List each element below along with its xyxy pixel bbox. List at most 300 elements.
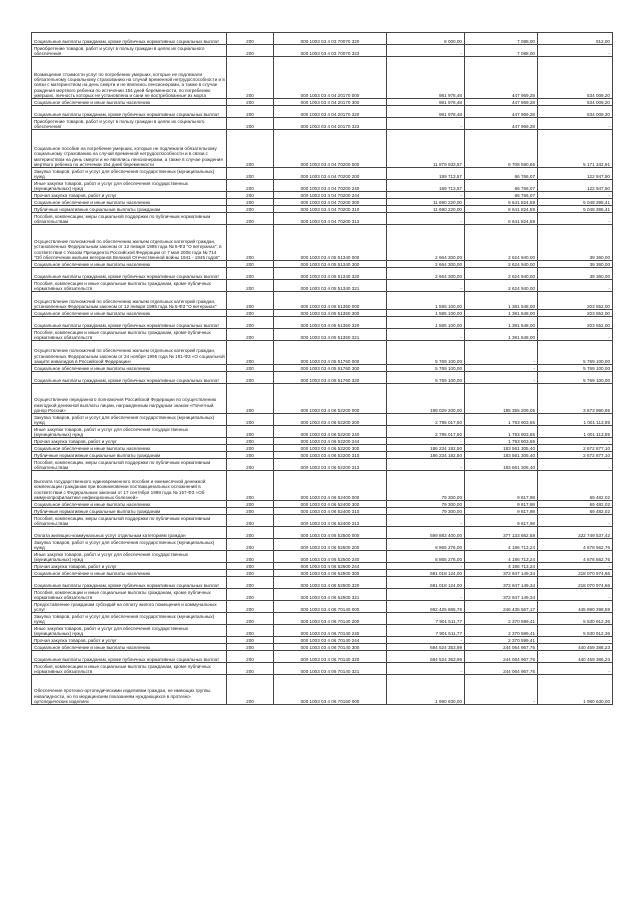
row-executed-amount-cell: 244 064 967,76 bbox=[465, 644, 538, 651]
row-code-cell: 200 bbox=[227, 471, 274, 501]
row-classification-code-cell: 000 1003 03 4 06 52400 313 bbox=[274, 515, 387, 527]
row-name-cell: Социальное обеспечение и иные выплаты населению bbox=[32, 644, 227, 651]
row-executed-amount-cell: 183 561 305,40 bbox=[465, 445, 538, 452]
row-classification-code-cell: 000 1003 03 4 04 70200 300 bbox=[274, 199, 387, 206]
row-approved-amount-cell: 11 879 933,57 bbox=[387, 130, 465, 168]
row-executed-amount-cell: 1 793 903,65 bbox=[465, 414, 538, 426]
row-approved-amount-cell: - bbox=[387, 663, 465, 675]
row-code-cell: 200 bbox=[227, 539, 274, 551]
row-unexecuted-amount-cell: 5 530 912,36 bbox=[538, 613, 613, 625]
row-classification-code-cell: 000 1003 03 4 06 70140 244 bbox=[274, 637, 387, 644]
row-executed-amount-cell: - bbox=[465, 675, 538, 705]
row-classification-code-cell: 000 1003 03 4 06 52400 310 bbox=[274, 508, 387, 515]
row-name-cell: Социальные выплаты гражданам, кроме публичных нормативных социальных выплат bbox=[32, 651, 227, 663]
row-classification-code-cell: 000 1003 03 4 04 20170 320 bbox=[274, 106, 387, 118]
row-executed-amount-cell: 1 381 548,00 bbox=[465, 317, 538, 329]
row-unexecuted-amount-cell: 534 009,20 bbox=[538, 106, 613, 118]
row-unexecuted-amount-cell: 39 360,00 bbox=[538, 225, 613, 261]
row-classification-code-cell: 000 1003 03 4 04 70200 000 bbox=[274, 130, 387, 168]
row-code-cell: 200 bbox=[227, 168, 274, 180]
row-code-cell: 200 bbox=[227, 515, 274, 527]
row-approved-amount-cell: 6 000,00 bbox=[387, 33, 465, 45]
row-code-cell: 200 bbox=[227, 341, 274, 365]
row-classification-code-cell: 000 1003 03 4 06 52500 320 bbox=[274, 577, 387, 589]
row-classification-code-cell: 000 1003 03 4 06 52400 000 bbox=[274, 471, 387, 501]
row-approved-amount-cell: 79 300,00 bbox=[387, 501, 465, 508]
row-executed-amount-cell: 6 641 824,59 bbox=[465, 199, 538, 206]
row-code-cell: 200 bbox=[227, 445, 274, 452]
row-executed-amount-cell: 9 817,98 bbox=[465, 501, 538, 508]
table-row bbox=[32, 192, 613, 199]
row-unexecuted-amount-cell: 534 009,20 bbox=[538, 57, 613, 99]
table-row bbox=[32, 563, 613, 570]
table-row bbox=[32, 365, 613, 372]
row-name-cell: Иные закупки товаров, работ и услуг для обеспечения государственных (муниципальных) нужд bbox=[32, 551, 227, 563]
row-unexecuted-amount-cell: 5 048 395,41 bbox=[538, 206, 613, 213]
row-approved-amount-cell: 599 883 400,00 bbox=[387, 527, 465, 539]
row-classification-code-cell: 000 1003 03 4 05 51760 300 bbox=[274, 365, 387, 372]
row-unexecuted-amount-cell: 5 769 100,00 bbox=[538, 341, 613, 365]
row-approved-amount-cell: 1 980 630,00 bbox=[387, 675, 465, 705]
table-row bbox=[32, 180, 613, 192]
row-unexecuted-amount-cell: 440 459 386,23 bbox=[538, 651, 613, 663]
row-classification-code-cell: 000 1003 03 4 04 70200 200 bbox=[274, 168, 387, 180]
table-row bbox=[32, 570, 613, 577]
row-approved-amount-cell: 7 901 511,77 bbox=[387, 625, 465, 637]
row-classification-code-cell: 000 1003 03 4 06 70140 000 bbox=[274, 601, 387, 613]
row-approved-amount-cell: 189 713,57 bbox=[387, 180, 465, 192]
row-classification-code-cell: 000 1003 03 4 05 51340 320 bbox=[274, 268, 387, 280]
row-approved-amount-cell: 5 769 100,00 bbox=[387, 372, 465, 384]
row-unexecuted-amount-cell: - bbox=[538, 589, 613, 601]
table-row bbox=[32, 438, 613, 445]
row-classification-code-cell: 000 1003 03 4 03 70070 323 bbox=[274, 45, 387, 57]
row-name-cell: Закупка товаров, работ и услуг для обеспечения государственных (муниципальных) нужд bbox=[32, 414, 227, 426]
row-name-cell: Социальное обеспечение и иные выплаты населению bbox=[32, 501, 227, 508]
row-name-cell: Пособия, компенсации, меры социальной поддержки по публичным нормативным обязательствам bbox=[32, 459, 227, 471]
row-approved-amount-cell: - bbox=[387, 459, 465, 471]
row-unexecuted-amount-cell: 5 171 342,91 bbox=[538, 130, 613, 168]
row-classification-code-cell: 000 1003 03 4 05 51760 320 bbox=[274, 372, 387, 384]
row-code-cell: 200 bbox=[227, 563, 274, 570]
row-name-cell: Закупка товаров, работ и услуг для обеспечения государственных (муниципальных) нужд bbox=[32, 168, 227, 180]
row-code-cell: 200 bbox=[227, 292, 274, 310]
row-classification-code-cell: 000 1003 03 4 06 52200 300 bbox=[274, 445, 387, 452]
row-approved-amount-cell: 186 234 182,50 bbox=[387, 452, 465, 459]
row-name-cell: Социальные выплаты гражданам, кроме публичных нормативных социальных выплат bbox=[32, 268, 227, 280]
row-executed-amount-cell: 2 370 599,41 bbox=[465, 637, 538, 644]
row-executed-amount-cell: 4 186 713,24 bbox=[465, 539, 538, 551]
table-row bbox=[32, 57, 613, 99]
row-name-cell: Социальное обеспечение и иные выплаты населению bbox=[32, 310, 227, 317]
table-row bbox=[32, 601, 613, 613]
row-executed-amount-cell: 66 766,07 bbox=[465, 168, 538, 180]
row-executed-amount-cell: 7 088,00 bbox=[465, 45, 538, 57]
table-row bbox=[32, 625, 613, 637]
table-row bbox=[32, 261, 613, 268]
row-unexecuted-amount-cell: 5 769 100,00 bbox=[538, 372, 613, 384]
row-executed-amount-cell: 2 624 940,00 bbox=[465, 225, 538, 261]
row-code-cell: 200 bbox=[227, 570, 274, 577]
table-row bbox=[32, 99, 613, 106]
row-executed-amount-cell: - bbox=[465, 365, 538, 372]
row-code-cell: 200 bbox=[227, 225, 274, 261]
row-executed-amount-cell: 1 381 548,00 bbox=[465, 292, 538, 310]
row-approved-amount-cell: 2 664 300,00 bbox=[387, 225, 465, 261]
row-name-cell: Социальное пособие на погребение умерших, которые не подлежали обязательному социальному страхованию на случай временной нетрудоспособности и в связи с материнством на день смерти и не являлись пенсионерами, а также в случае рождения мертвого ребенка по истечении 154 дней беременности bbox=[32, 130, 227, 168]
row-code-cell: 200 bbox=[227, 206, 274, 213]
row-code-cell: 200 bbox=[227, 527, 274, 539]
row-code-cell: 200 bbox=[227, 261, 274, 268]
row-code-cell: 200 bbox=[227, 637, 274, 644]
row-code-cell: 200 bbox=[227, 459, 274, 471]
row-classification-code-cell: 000 1003 03 4 05 51350 300 bbox=[274, 310, 387, 317]
row-code-cell: 200 bbox=[227, 106, 274, 118]
row-executed-amount-cell: 183 561 305,40 bbox=[465, 459, 538, 471]
row-code-cell: 200 bbox=[227, 384, 274, 414]
row-name-cell: Прочая закупка товаров, работ и услуг bbox=[32, 637, 227, 644]
row-name-cell: Предоставление гражданам субсидий на оплату жилого помещения и коммунальных услуг bbox=[32, 601, 227, 613]
row-name-cell: Пособия, компенсации и иные социальные выплаты гражданам, кроме публичных нормативных обязательств bbox=[32, 329, 227, 341]
row-code-cell: 200 bbox=[227, 310, 274, 317]
row-classification-code-cell: 000 1003 03 4 05 51340 321 bbox=[274, 280, 387, 292]
row-unexecuted-amount-cell: - bbox=[538, 280, 613, 292]
row-code-cell: 200 bbox=[227, 508, 274, 515]
row-code-cell: 200 bbox=[227, 613, 274, 625]
row-name-cell: Выплата государственного единовременного пособия и ежемесячной денежной компенсации гражданам при возникновении поствакцинальных осложнений в соответствии с Федеральным законом от 17 сентября 1998 года № 157-ФЗ «Об иммунопрофилактике инфекционных болезней» bbox=[32, 471, 227, 501]
row-classification-code-cell: 000 1003 03 4 06 52200 310 bbox=[274, 452, 387, 459]
table-row bbox=[32, 452, 613, 459]
row-code-cell: 200 bbox=[227, 99, 274, 106]
row-executed-amount-cell: - bbox=[465, 341, 538, 365]
row-approved-amount-cell: - bbox=[387, 213, 465, 225]
table-row bbox=[32, 329, 613, 341]
row-executed-amount-cell: 377 133 862,58 bbox=[465, 527, 538, 539]
row-unexecuted-amount-cell: 5 530 912,36 bbox=[538, 625, 613, 637]
row-code-cell: 200 bbox=[227, 180, 274, 192]
row-code-cell: 200 bbox=[227, 130, 274, 168]
row-classification-code-cell: 000 1003 03 4 04 20170 300 bbox=[274, 99, 387, 106]
row-unexecuted-amount-cell: 69 482,02 bbox=[538, 501, 613, 508]
row-classification-code-cell: 000 1003 03 4 06 52200 000 bbox=[274, 384, 387, 414]
row-approved-amount-cell: 7 901 511,77 bbox=[387, 613, 465, 625]
row-executed-amount-cell: 6 641 824,59 bbox=[465, 213, 538, 225]
table-row bbox=[32, 341, 613, 365]
table-row bbox=[32, 471, 613, 501]
row-approved-amount-cell: - bbox=[387, 45, 465, 57]
row-unexecuted-amount-cell: 440 459 386,23 bbox=[538, 644, 613, 651]
row-code-cell: 200 bbox=[227, 317, 274, 329]
row-code-cell: 200 bbox=[227, 268, 274, 280]
row-executed-amount-cell: 447 969,28 bbox=[465, 106, 538, 118]
row-approved-amount-cell: 79 300,00 bbox=[387, 508, 465, 515]
row-name-cell: Публичные нормативные социальные выплаты гражданам bbox=[32, 508, 227, 515]
row-executed-amount-cell: 372 947 149,34 bbox=[465, 589, 538, 601]
row-executed-amount-cell: 244 064 967,76 bbox=[465, 651, 538, 663]
row-classification-code-cell: 000 1003 03 4 05 51350 321 bbox=[274, 329, 387, 341]
row-name-cell: Прочая закупка товаров, работ и услуг bbox=[32, 192, 227, 199]
row-name-cell: Пособия, компенсации, меры социальной поддержки по публичным нормативным обязательствам bbox=[32, 213, 227, 225]
row-unexecuted-amount-cell: 203 552,00 bbox=[538, 292, 613, 310]
row-approved-amount-cell: 981 978,48 bbox=[387, 106, 465, 118]
row-unexecuted-amount-cell: 3 673 990,95 bbox=[538, 384, 613, 414]
row-name-cell: Закупка товаров, работ и услуг для обеспечения государственных (муниципальных) нужд bbox=[32, 613, 227, 625]
row-approved-amount-cell: - bbox=[387, 515, 465, 527]
row-classification-code-cell: 000 1003 03 4 05 51760 000 bbox=[274, 341, 387, 365]
row-code-cell: 200 bbox=[227, 365, 274, 372]
table-row bbox=[32, 414, 613, 426]
row-approved-amount-cell: 684 524 353,99 bbox=[387, 651, 465, 663]
row-classification-code-cell: 000 1003 03 4 03 70070 320 bbox=[274, 33, 387, 45]
row-approved-amount-cell: - bbox=[387, 589, 465, 601]
row-classification-code-cell: 000 1003 03 4 04 70200 310 bbox=[274, 206, 387, 213]
row-unexecuted-amount-cell: 4 678 562,76 bbox=[538, 551, 613, 563]
row-approved-amount-cell: - bbox=[387, 563, 465, 570]
row-classification-code-cell: 000 1003 03 4 06 70140 200 bbox=[274, 613, 387, 625]
table-row bbox=[32, 675, 613, 705]
row-classification-code-cell: 000 1003 03 4 06 52200 244 bbox=[274, 438, 387, 445]
row-approved-amount-cell: 8 865 276,00 bbox=[387, 539, 465, 551]
table-row bbox=[32, 589, 613, 601]
row-approved-amount-cell: 591 018 124,00 bbox=[387, 570, 465, 577]
table-row bbox=[32, 45, 613, 57]
row-approved-amount-cell: 5 769 100,00 bbox=[387, 365, 465, 372]
row-name-cell: Социальные выплаты гражданам, кроме публичных нормативных социальных выплат bbox=[32, 33, 227, 45]
row-code-cell: 200 bbox=[227, 551, 274, 563]
row-executed-amount-cell: 9 817,98 bbox=[465, 508, 538, 515]
row-name-cell: Иные закупки товаров, работ и услуг для обеспечения государственных (муниципальных) нужд bbox=[32, 180, 227, 192]
row-approved-amount-cell: 981 978,48 bbox=[387, 57, 465, 99]
table-row bbox=[32, 637, 613, 644]
row-name-cell: Социальное обеспечение и иные выплаты населению bbox=[32, 445, 227, 452]
row-unexecuted-amount-cell: 4 678 562,76 bbox=[538, 539, 613, 551]
row-code-cell: 200 bbox=[227, 589, 274, 601]
row-name-cell: Публичные нормативные социальные выплаты гражданам bbox=[32, 206, 227, 213]
row-name-cell: Закупка товаров, работ и услуг для обеспечения государственных (муниципальных) нужд bbox=[32, 539, 227, 551]
table-row bbox=[32, 445, 613, 452]
row-executed-amount-cell: 4 186 713,24 bbox=[465, 563, 538, 570]
row-name-cell: Социальные выплаты гражданам, кроме публичных нормативных социальных выплат bbox=[32, 317, 227, 329]
row-code-cell: 200 bbox=[227, 577, 274, 589]
row-unexecuted-amount-cell: 2 672 877,10 bbox=[538, 452, 613, 459]
row-unexecuted-amount-cell: 122 947,50 bbox=[538, 168, 613, 180]
row-executed-amount-cell: 66 766,07 bbox=[465, 180, 538, 192]
budget-execution-table-container bbox=[31, 32, 612, 705]
row-approved-amount-cell: 591 018 124,00 bbox=[387, 577, 465, 589]
row-approved-amount-cell: 684 524 353,99 bbox=[387, 644, 465, 651]
row-approved-amount-cell: 1 585 100,00 bbox=[387, 310, 465, 317]
row-unexecuted-amount-cell: 5 769 100,00 bbox=[538, 365, 613, 372]
row-unexecuted-amount-cell: - bbox=[538, 563, 613, 570]
row-code-cell: 200 bbox=[227, 663, 274, 675]
table-row bbox=[32, 501, 613, 508]
row-executed-amount-cell: 1 381 548,00 bbox=[465, 329, 538, 341]
row-classification-code-cell: 000 1003 03 4 06 70140 320 bbox=[274, 651, 387, 663]
table-row bbox=[32, 551, 613, 563]
row-approved-amount-cell: 2 795 017,50 bbox=[387, 414, 465, 426]
table-row bbox=[32, 384, 613, 414]
table-row bbox=[32, 577, 613, 589]
row-executed-amount-cell: 244 064 967,76 bbox=[465, 663, 538, 675]
row-approved-amount-cell: 1 585 100,00 bbox=[387, 317, 465, 329]
table-row bbox=[32, 206, 613, 213]
row-code-cell: 200 bbox=[227, 625, 274, 637]
row-unexecuted-amount-cell: 912,00 bbox=[538, 33, 613, 45]
row-unexecuted-amount-cell: 122 947,50 bbox=[538, 180, 613, 192]
row-classification-code-cell: 000 1003 03 4 06 52500 321 bbox=[274, 589, 387, 601]
row-unexecuted-amount-cell: 2 672 877,10 bbox=[538, 445, 613, 452]
row-name-cell: Социальные выплаты гражданам, кроме публичных нормативных социальных выплат bbox=[32, 577, 227, 589]
row-approved-amount-cell: 2 664 300,00 bbox=[387, 261, 465, 268]
table-row bbox=[32, 515, 613, 527]
row-approved-amount-cell: 692 425 865,76 bbox=[387, 601, 465, 613]
row-unexecuted-amount-cell: - bbox=[538, 118, 613, 130]
table-row bbox=[32, 644, 613, 651]
row-name-cell: Осуществление полномочий по обеспечению жильем отдельных категорий граждан, установленных Федеральным законом от 12 января 1995 года № 5-ФЗ "О ветеранах" bbox=[32, 292, 227, 310]
row-approved-amount-cell: 8 865 276,00 bbox=[387, 551, 465, 563]
row-unexecuted-amount-cell: - bbox=[538, 663, 613, 675]
row-unexecuted-amount-cell: - bbox=[538, 459, 613, 471]
row-unexecuted-amount-cell: 1 980 630,00 bbox=[538, 675, 613, 705]
row-classification-code-cell: 000 1003 03 4 06 52200 200 bbox=[274, 414, 387, 426]
row-name-cell: Социальное обеспечение и иные выплаты населению bbox=[32, 570, 227, 577]
row-unexecuted-amount-cell: 1 001 113,85 bbox=[538, 414, 613, 426]
table-row bbox=[32, 292, 613, 310]
row-classification-code-cell: 000 1003 03 4 06 70150 000 bbox=[274, 675, 387, 705]
row-unexecuted-amount-cell: 39 360,00 bbox=[538, 261, 613, 268]
row-code-cell: 200 bbox=[227, 501, 274, 508]
table-row bbox=[32, 106, 613, 118]
table-body bbox=[32, 33, 613, 705]
row-approved-amount-cell: 2 795 017,50 bbox=[387, 426, 465, 438]
row-unexecuted-amount-cell: 203 552,00 bbox=[538, 317, 613, 329]
row-unexecuted-amount-cell: 222 749 537,42 bbox=[538, 527, 613, 539]
row-executed-amount-cell: 2 624 940,00 bbox=[465, 261, 538, 268]
row-code-cell: 200 bbox=[227, 426, 274, 438]
table-row bbox=[32, 280, 613, 292]
row-approved-amount-cell: 79 300,00 bbox=[387, 471, 465, 501]
table-row bbox=[32, 199, 613, 206]
row-approved-amount-cell: - bbox=[387, 637, 465, 644]
row-executed-amount-cell: 6 708 590,66 bbox=[465, 130, 538, 168]
row-executed-amount-cell: 1 381 548,00 bbox=[465, 310, 538, 317]
row-executed-amount-cell: 2 370 599,41 bbox=[465, 625, 538, 637]
row-unexecuted-amount-cell: 218 070 974,66 bbox=[538, 570, 613, 577]
row-classification-code-cell: 000 1003 03 4 06 52400 300 bbox=[274, 501, 387, 508]
row-approved-amount-cell: 2 664 300,00 bbox=[387, 268, 465, 280]
row-executed-amount-cell: 447 969,28 bbox=[465, 57, 538, 99]
table-row bbox=[32, 426, 613, 438]
row-unexecuted-amount-cell: - bbox=[538, 45, 613, 57]
row-executed-amount-cell: 4 186 713,24 bbox=[465, 551, 538, 563]
row-executed-amount-cell: 2 370 599,41 bbox=[465, 613, 538, 625]
row-name-cell: Социальное обеспечение и иные выплаты населению bbox=[32, 99, 227, 106]
row-unexecuted-amount-cell: 218 070 974,66 bbox=[538, 577, 613, 589]
table-row bbox=[32, 613, 613, 625]
row-classification-code-cell: 000 1003 03 4 06 52500 244 bbox=[274, 563, 387, 570]
row-executed-amount-cell: 66 766,07 bbox=[465, 192, 538, 199]
row-name-cell: Приобретение товаров, работ и услуг в пользу граждан в целях их социального обеспечения bbox=[32, 45, 227, 57]
row-unexecuted-amount-cell: - bbox=[538, 637, 613, 644]
row-executed-amount-cell: 2 624 940,00 bbox=[465, 268, 538, 280]
budget-execution-table bbox=[31, 32, 613, 705]
row-code-cell: 200 bbox=[227, 438, 274, 445]
row-approved-amount-cell: 981 978,48 bbox=[387, 99, 465, 106]
row-name-cell: Пособия, компенсации, меры социальной поддержки по публичным нормативным обязательствам bbox=[32, 515, 227, 527]
row-unexecuted-amount-cell: 445 990 298,59 bbox=[538, 601, 613, 613]
row-approved-amount-cell: - bbox=[387, 438, 465, 445]
row-classification-code-cell: 000 1003 03 4 06 52500 000 bbox=[274, 527, 387, 539]
row-name-cell: Обеспечение протезно-ортопедическими изделиями граждан, не имеющих группы инвалидности, но по медицинским показаниям нуждающихся в протезно-ортопедических изделиях bbox=[32, 675, 227, 705]
row-name-cell: Социальные выплаты гражданам, кроме публичных нормативных социальных выплат bbox=[32, 372, 227, 384]
row-code-cell: 200 bbox=[227, 601, 274, 613]
table-row bbox=[32, 459, 613, 471]
row-executed-amount-cell: 2 624 940,00 bbox=[465, 280, 538, 292]
row-executed-amount-cell: 183 561 305,40 bbox=[465, 452, 538, 459]
row-classification-code-cell: 000 1003 03 4 06 52500 240 bbox=[274, 551, 387, 563]
row-classification-code-cell: 000 1003 03 4 04 70200 313 bbox=[274, 213, 387, 225]
row-approved-amount-cell: - bbox=[387, 280, 465, 292]
row-unexecuted-amount-cell: 203 552,00 bbox=[538, 310, 613, 317]
table-row bbox=[32, 310, 613, 317]
row-classification-code-cell: 000 1003 03 4 04 20170 323 bbox=[274, 118, 387, 130]
row-executed-amount-cell: 246 435 567,17 bbox=[465, 601, 538, 613]
row-name-cell: Оплата жилищно-коммунальных услуг отдельным категориям граждан bbox=[32, 527, 227, 539]
table-row bbox=[32, 225, 613, 261]
row-approved-amount-cell: - bbox=[387, 192, 465, 199]
row-unexecuted-amount-cell: 39 360,00 bbox=[538, 268, 613, 280]
row-classification-code-cell: 000 1003 03 4 06 52200 313 bbox=[274, 459, 387, 471]
row-unexecuted-amount-cell: 1 001 113,85 bbox=[538, 426, 613, 438]
row-name-cell: Прочая закупка товаров, работ и услуг bbox=[32, 563, 227, 570]
table-row bbox=[32, 539, 613, 551]
row-executed-amount-cell: 372 947 149,34 bbox=[465, 570, 538, 577]
row-classification-code-cell: 000 1003 03 4 04 70200 240 bbox=[274, 180, 387, 192]
row-executed-amount-cell: 1 793 903,65 bbox=[465, 426, 538, 438]
row-classification-code-cell: 000 1003 03 4 05 51340 000 bbox=[274, 225, 387, 261]
table-row bbox=[32, 268, 613, 280]
row-code-cell: 200 bbox=[227, 45, 274, 57]
row-code-cell: 200 bbox=[227, 452, 274, 459]
row-approved-amount-cell: 186 234 182,50 bbox=[387, 445, 465, 452]
row-code-cell: 200 bbox=[227, 329, 274, 341]
row-name-cell: Осуществление полномочий по обеспечению жильем отдельных категорий граждан, установленных Федеральным законом от 12 января 1995 года № 5-ФЗ "О ветеранах", в соответствии с Указом Президента Российской Федерации от 7 мая 2008 года № 714 "Об обеспечении жильем ветеранов Великой Отечественной войны 1941 - 1945 годов" bbox=[32, 225, 227, 261]
row-classification-code-cell: 000 1003 03 4 06 70140 300 bbox=[274, 644, 387, 651]
row-executed-amount-cell: 447 969,28 bbox=[465, 118, 538, 130]
row-unexecuted-amount-cell: 534 009,20 bbox=[538, 99, 613, 106]
row-unexecuted-amount-cell: - bbox=[538, 438, 613, 445]
row-classification-code-cell: 000 1003 03 4 06 52500 300 bbox=[274, 570, 387, 577]
row-executed-amount-cell: 7 088,00 bbox=[465, 33, 538, 45]
row-name-cell: Возмещение стоимости услуг по погребению умерших, которые не подлежали обязательному социальному страхованию на случай временной нетрудоспособности и в связи с материнством на день смерти и не являлись пенсионерами, а также в случае рождения мертвого ребенка по истечении 154 дней беременности, по погребению умерших, личность которых не установлена и сани не востребованные из морга bbox=[32, 57, 227, 99]
row-approved-amount-cell: 189 713,57 bbox=[387, 168, 465, 180]
row-unexecuted-amount-cell: 69 482,02 bbox=[538, 471, 613, 501]
row-name-cell: Осуществление переданного полномочия Российской Федерации по осуществлению ежегодной денежной выплаты лицам, награжденным нагрудным знаком «Почетный донор России» bbox=[32, 384, 227, 414]
row-code-cell: 200 bbox=[227, 372, 274, 384]
row-unexecuted-amount-cell: 5 048 395,41 bbox=[538, 199, 613, 206]
row-code-cell: 200 bbox=[227, 414, 274, 426]
row-approved-amount-cell: - bbox=[387, 329, 465, 341]
row-approved-amount-cell: 11 690 220,00 bbox=[387, 206, 465, 213]
table-row bbox=[32, 213, 613, 225]
row-name-cell: Пособия, компенсации и иные социальные выплаты гражданам, кроме публичных нормативных обязательств bbox=[32, 280, 227, 292]
table-row bbox=[32, 130, 613, 168]
row-code-cell: 200 bbox=[227, 213, 274, 225]
row-code-cell: 200 bbox=[227, 118, 274, 130]
row-executed-amount-cell: 6 641 824,59 bbox=[465, 206, 538, 213]
row-name-cell: Приобретение товаров, работ и услуг в пользу граждан в целях их социального обеспечения bbox=[32, 118, 227, 130]
row-approved-amount-cell: 11 690 220,00 bbox=[387, 199, 465, 206]
